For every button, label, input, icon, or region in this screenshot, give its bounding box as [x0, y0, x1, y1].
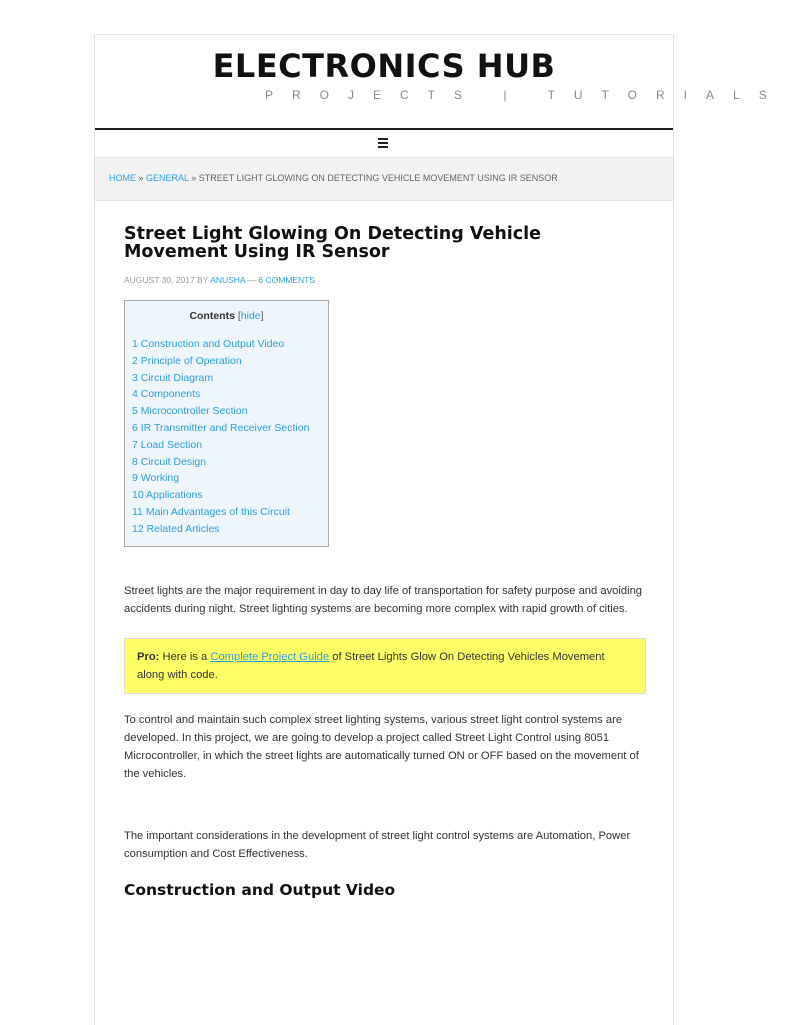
site-header: [95, 35, 786, 130]
toc-item[interactable]: 10 Applications: [132, 489, 203, 502]
breadcrumb-category-link[interactable]: GENERAL: [146, 173, 189, 183]
post-meta-dash: —: [245, 275, 259, 285]
post-comments-link[interactable]: 6 COMMENTS: [258, 275, 316, 285]
pro-label: Pro:: [137, 650, 160, 663]
toc-hide-link[interactable]: hide: [240, 310, 261, 322]
toc-item[interactable]: 12 Related Articles: [132, 522, 220, 535]
article: [124, 225, 646, 899]
toc-heading: [132, 310, 328, 322]
section-heading: Construction and Output Video: [124, 880, 396, 899]
toc-list: [132, 336, 328, 538]
site-tagline: PROJECTS | TUTORIALS: [265, 88, 786, 102]
toc-item[interactable]: 7 Load Section: [132, 438, 203, 451]
toc-hide-close: ]: [260, 310, 264, 322]
toc-item[interactable]: 3 Circuit Diagram: [132, 371, 214, 384]
table-of-contents: [124, 300, 329, 547]
toc-item[interactable]: 2 Principle of Operation: [132, 354, 242, 367]
toc-hide-toggle: [235, 310, 264, 322]
body-paragraph: The important considerations in the development of street light control systems are Automation, Power consumption and Cost Effectiveness.: [124, 829, 631, 860]
complete-project-guide-link[interactable]: Complete Project Guide: [210, 650, 330, 663]
post-title: Street Light Glowing On Detecting Vehicle Movement Using IR Sensor: [124, 224, 542, 262]
breadcrumb-home-link[interactable]: HOME: [109, 173, 136, 183]
site-title[interactable]: ELECTRONICS HUB: [212, 47, 556, 85]
breadcrumb-separator: »: [136, 173, 147, 183]
intro-paragraph: Street lights are the major requirement in day to day life of transportation for safety purpose and avoiding accidents during night. Street lighting systems are becoming more complex with rapid growth of cities.: [124, 584, 643, 615]
breadcrumb: [109, 173, 558, 183]
breadcrumb-current: STREET LIGHT GLOWING ON DETECTING VEHICLE MOVEMENT USING IR SENSOR: [198, 173, 558, 183]
body-paragraph: To control and maintain such complex street lighting systems, various street light control systems are developed. In this project, we are going to develop a project called Street Light Control using 8051 Microcontroller, in which the street lights are automatically turned ON or OFF based on the movement of the vehicles.: [124, 713, 639, 780]
toc-item[interactable]: 6 IR Transmitter and Receiver Section: [132, 421, 310, 434]
pro-text-before: Here is a: [159, 650, 211, 663]
post-date: AUGUST 30, 2017: [124, 275, 195, 285]
breadcrumb-separator: »: [188, 173, 199, 183]
toc-item[interactable]: 8 Circuit Design: [132, 455, 207, 468]
toc-item[interactable]: 9 Working: [132, 472, 180, 485]
post-author-link[interactable]: ANUSHA: [210, 275, 246, 285]
toc-hide-open: [: [234, 310, 241, 322]
page-frame: [94, 34, 786, 1025]
nav-bar: [95, 130, 673, 157]
post-by: BY: [194, 275, 211, 285]
pro-callout-box: [124, 638, 646, 694]
toc-title: Contents: [189, 310, 235, 322]
toc-item[interactable]: 11 Main Advantages of this Circuit: [132, 505, 290, 518]
toc-item[interactable]: 4 Components: [132, 388, 201, 401]
breadcrumb-bar: [95, 157, 673, 201]
toc-item[interactable]: 5 Microcontroller Section: [132, 405, 248, 418]
pro-text-after: of Street Lights Glow On Detecting Vehicles Movement along with code.: [137, 650, 605, 681]
post-meta: [124, 275, 646, 285]
toc-item[interactable]: 1 Construction and Output Video: [132, 338, 285, 350]
hamburger-menu-icon[interactable]: [378, 138, 388, 150]
